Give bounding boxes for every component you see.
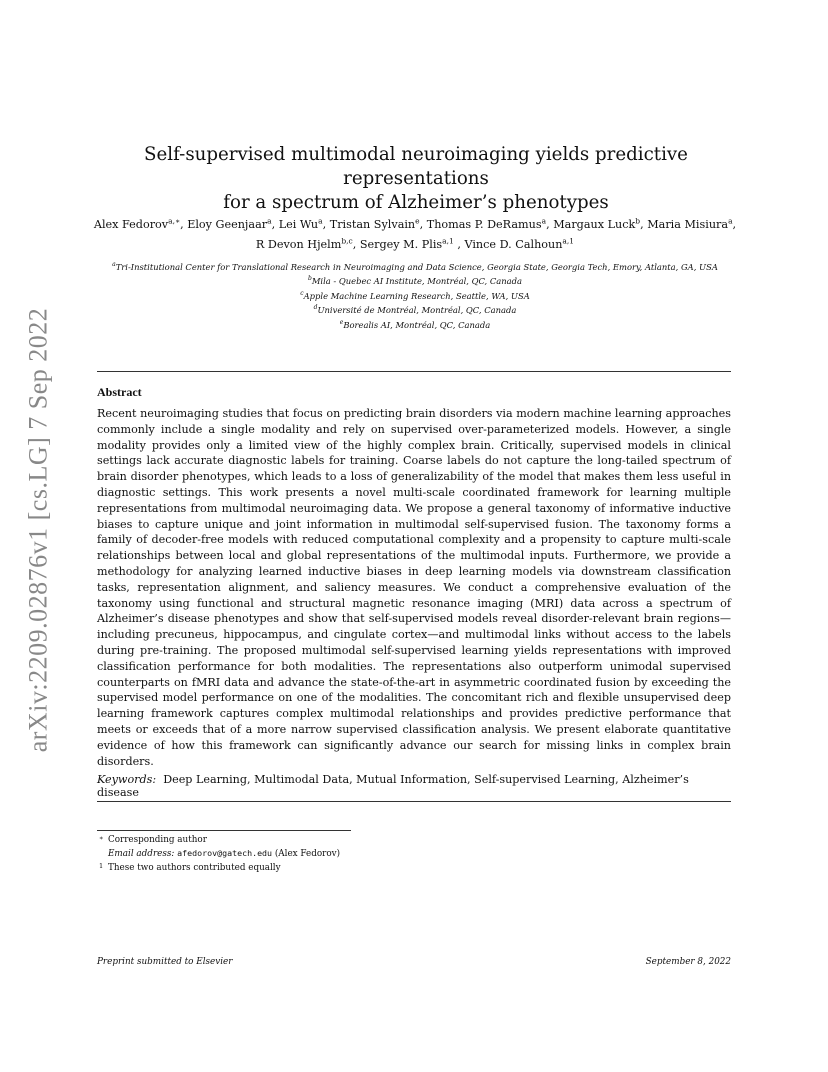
keywords: [97, 773, 731, 799]
footnote-email: Email address: afedorov@gatech.edu (Alex Fedorov): [108, 848, 341, 860]
footer-date: September 8, 2022: [645, 957, 731, 967]
author: Alex Fedorov$^{a,∗}$,: [93, 216, 188, 231]
author-list: [90, 212, 740, 253]
keywords-text: Deep Learning, Multimodal Data, Mutual Information, Self-supervised Learning, Alzheimer’s disease: [97, 773, 689, 799]
footnote-equal-contribution: 1 These two authors contributed equally: [99, 861, 281, 873]
affiliation: $^c$Apple Machine Learning Research, Seattle, WA, USA: [300, 289, 530, 301]
author: Maria Misiura$^a$,: [647, 216, 737, 231]
email-link[interactable]: afedorov@gatech.edu: [177, 848, 273, 859]
author: Thomas P. DeRamus$^a$,: [426, 216, 554, 231]
footnote-corresponding: ∗ Corresponding author: [99, 834, 207, 845]
author: Vince D. Calhoun$^{a,1}$: [464, 236, 575, 252]
title-line-1: Self-supervised multimodal neuroimaging yields predictive representations: [144, 144, 688, 189]
abstract-bottom-rule: [97, 801, 731, 802]
affiliation: $^d$Université de Montréal, Montréal, QC, Canada: [313, 304, 517, 315]
title-line-2: for a spectrum of Alzheimer’s phenotypes: [223, 192, 609, 213]
keywords-label: Keywords:: [97, 773, 157, 786]
author: Eloy Geenjaar$^a$,: [187, 216, 279, 231]
affiliation-list: [90, 259, 740, 331]
paper-title: [96, 143, 736, 215]
author: Margaux Luck$^b$,: [553, 216, 648, 231]
footer-preprint-note: Preprint submitted to Elsevier: [97, 957, 233, 967]
abstract-top-rule: [97, 371, 731, 372]
abstract-text: Recent neuroimaging studies that focus on predicting brain disorders via modern machine learning approaches commonly include a single modality and rely on supervised over-parameterized models. However, a single modality provides only a limited view of the highly complex brain. Critically, supervised models in clinical settings lack accurate diagnostic labels for training. Coarse labels do not capture the long-tailed spectrum of brain disorder phenotypes, which leads to a loss of generalizability of the model that makes them less useful in diagnostic settings. This work presents a novel multi-scale coordinated framework for learning multiple representations from multimodal neuroimaging data. We propose a general taxonomy of informative inductive biases to capture unique and joint information in multimodal self-supervised fusion. The taxonomy forms a family of decoder-free models with reduced computational complexity and a propensity to capture multi-scale relationships between local and global representations of the multimodal inputs. Furthermore, we provide a methodology for analyzing learned inductive biases in deep learning models via downstream classification tasks, representation alignment, and saliency measures. We conduct a comprehensive evaluation of the taxonomy using functional and structural magnetic resonance imaging (MRI) data across a spectrum of Alzheimer’s disease phenotypes and show that self-supervised models reveal disorder-relevant brain regions—including precuneus, hippocampus, and cingulate cortex—and multimodal links without access to the labels during pre-training. The proposed multimodal self-supervised learning yields representations with improved classification performance for both modalities. The representations also outperform unimodal supervised counterparts on fMRI data and advance the state-of-the-art in asymmetric coordinated fusion by exceeding the supervised model performance on one of the modalities. The concomitant rich and flexible unsupervised deep learning framework captures complex multimodal relationships and provides predictive performance that meets or exceeds that of a more narrow supervised classification analysis. We present elaborate quantitative evidence of how this framework can significantly advance our search for missing links in complex brain disorders.: [97, 407, 731, 768]
footnotes: [99, 834, 341, 875]
footnote-rule: [97, 830, 351, 831]
author: Sergey M. Plis$^{a,1}$ ,: [359, 236, 465, 252]
author: Tristan Sylvain$^e$,: [329, 216, 427, 231]
affiliation: $^a$Tri-Institutional Center for Translational Research in Neuroimaging and Data Science, Georgia State, Georgia Tech, Emory, Atlanta, GA, USA: [112, 261, 718, 272]
page-footer: [97, 957, 731, 967]
affiliation: $^b$Mila - Quebec AI Institute, Montréal, QC, Canada: [307, 275, 523, 287]
author: Lei Wu$^a$,: [278, 216, 330, 231]
affiliation: $^e$Borealis AI, Montréal, QC, Canada: [339, 318, 491, 330]
author: R Devon Hjelm$^{b,c}$,: [255, 236, 360, 252]
arxiv-sidebar-stamp: [18, 290, 58, 770]
arxiv-id: arXiv:2209.02876v1 [cs.LG] 7 Sep 2022: [23, 307, 52, 753]
abstract-heading: Abstract: [97, 385, 142, 399]
